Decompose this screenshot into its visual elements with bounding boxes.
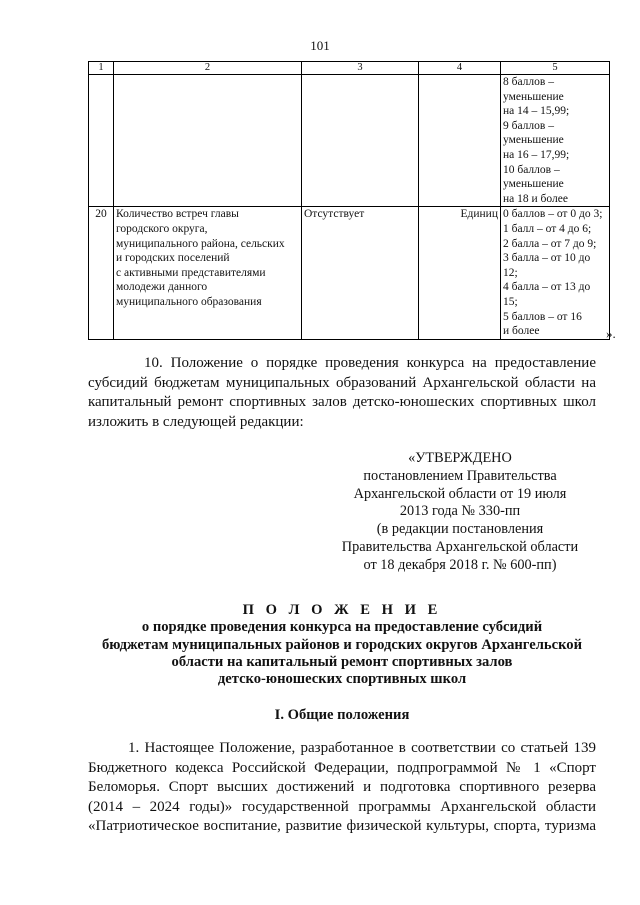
table-cell [89,75,114,207]
paragraph-line: «Патриотическое воспитание, развитие физической культуры, спорта, туризма [88,818,596,834]
header-cell: 2 [114,62,302,75]
score-line: 8 баллов – [503,76,554,88]
score-line: уменьшение [503,90,564,103]
indicator-line: и городских поселений [116,252,230,265]
indicator-line: молодежи данного [116,281,208,294]
table-row [89,75,610,207]
score-line: 0 баллов – от 0 до 3; [503,208,603,221]
score-line: 3 балла – от 10 до [503,252,591,265]
base-value-cell: Отсутствует [302,207,419,339]
score-line: и более [503,325,540,338]
paragraph-line: 10. Положение о порядке проведения конкурса на предоставление [144,355,596,371]
paragraph-line: капитальный ремонт спортивных залов детско-юношеских спортивных школ [88,394,596,410]
indicator-line: с активными представителями [116,266,266,279]
indicator-line: городского округа, [116,222,208,235]
paragraph-line: (2014 – 2024 годы)» государственной программы Архангельской области [88,798,596,815]
document-title [88,602,596,688]
score-line: на 14 – 15,99; [503,105,570,118]
paragraph-line: Бюджетного кодекса Российской Федерации, подпрограммой № 1 «Спорт [88,759,596,776]
paragraph-10 [88,354,596,432]
approval-line: Архангельской области от 19 июля [353,485,567,502]
title-heading: П О Л О Ж Е Н И Е [242,602,442,618]
approval-line: от 18 декабря 2018 г. № 600-пп) [363,556,557,573]
score-line: 10 баллов – [503,163,560,176]
page-number: 101 [310,38,330,53]
score-line: уменьшение [503,134,564,147]
approval-line: (в редакции постановления [376,521,544,538]
score-line: 1 балл – от 4 до 6; [503,222,592,235]
header-cell: 5 [501,62,610,75]
score-line: 2 балла – от 7 до 9; [503,237,597,250]
score-line: уменьшение [503,178,564,191]
score-line: 4 балла – от 13 до [503,281,591,294]
indicator-cell [114,207,302,339]
approval-block [320,450,600,575]
indicator-line: муниципального образования [116,295,262,308]
approval-line: «УТВЕРЖДЕНО [408,450,512,466]
header-cell: 3 [302,62,419,75]
paragraph-line: изложить в следующей редакции: [88,413,304,430]
paragraph-line: субсидий бюджетам муниципальных образований Архангельской области на [88,374,596,391]
indicator-line: муниципального района, сельских [116,237,285,250]
table-cell [419,75,501,207]
paragraph-line: 1. Настоящее Положение, разработанное в соответствии со статьей 139 [128,740,596,756]
approval-line: Правительства Архангельской области [341,538,579,555]
unit-cell: Единиц [419,207,501,339]
table-cell [302,75,419,207]
table-header-row [89,62,610,75]
approval-line: постановлением Правительства [363,467,557,484]
paragraph-1 [88,739,596,837]
approval-line: 2013 года № 330-пп [399,503,521,520]
table-closing-quote: ». [606,326,616,341]
score-line: 15; [503,295,518,308]
score-cell [501,207,610,339]
title-line: бюджетам муниципальных районов и городских округов Архангельской [101,636,582,653]
indicator-line: Количество встреч главы [116,208,239,221]
title-line: детско-юношеских спортивных школ [217,671,467,688]
score-line: 9 баллов – [503,119,554,132]
paragraph-line: Беломорья. Спорт высших достижений и подготовка спортивного резерва [88,779,596,795]
score-line: на 18 и более [503,192,568,205]
criteria-table [88,61,610,340]
score-cell [501,75,610,207]
score-line: на 16 – 17,99; [503,148,570,161]
title-line: области на капитальный ремонт спортивных залов [171,653,513,670]
row-number: 20 [89,207,114,339]
header-cell: 4 [419,62,501,75]
section-heading: I. Общие положения [274,707,410,723]
title-line: о порядке проведения конкурса на предоставление субсидий [141,619,543,636]
table-cell [114,75,302,207]
table-row [89,207,610,339]
score-line: 12; [503,266,518,279]
score-line: 5 баллов – от 16 [503,310,582,323]
header-cell: 1 [89,62,114,75]
